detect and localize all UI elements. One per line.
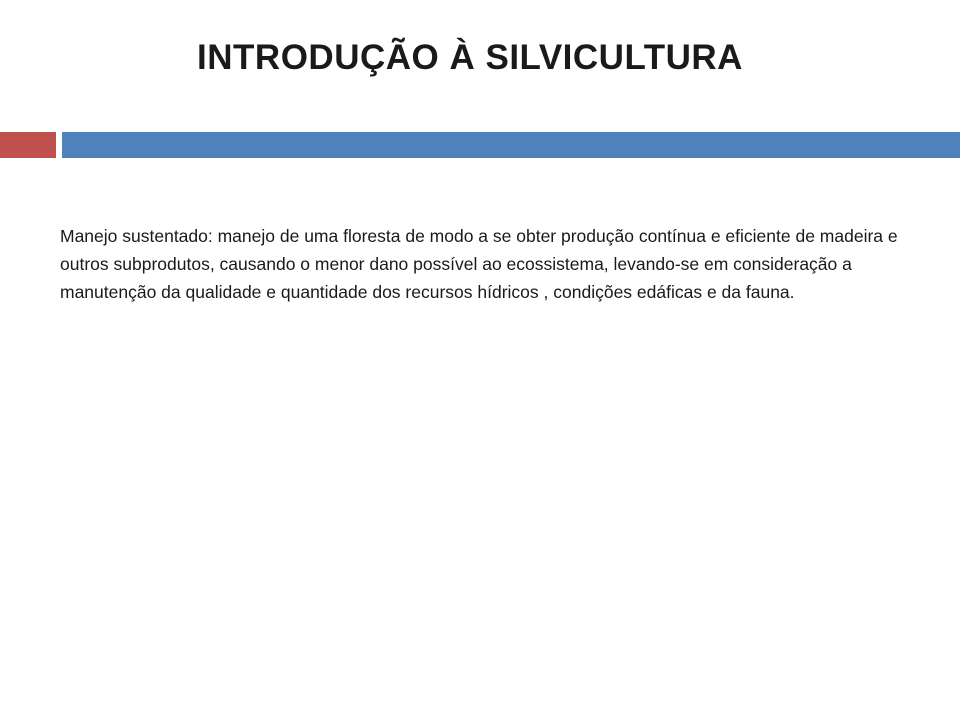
title-accent-bar-blue [62,132,960,158]
title-accent-bar-red [0,132,56,158]
slide-title: INTRODUÇÃO À SILVICULTURA [197,38,743,77]
slide-body-text: Manejo sustentado: manejo de uma floresta de modo a se obter produção contínua e eficiente de madeira e outros subprodutos, causando o menor dano possível ao ecossistema, levando-se em consideração a manutenção da qualidade e quantidade dos recursos hídricos , condições edáficas e da fauna. [60,226,898,302]
